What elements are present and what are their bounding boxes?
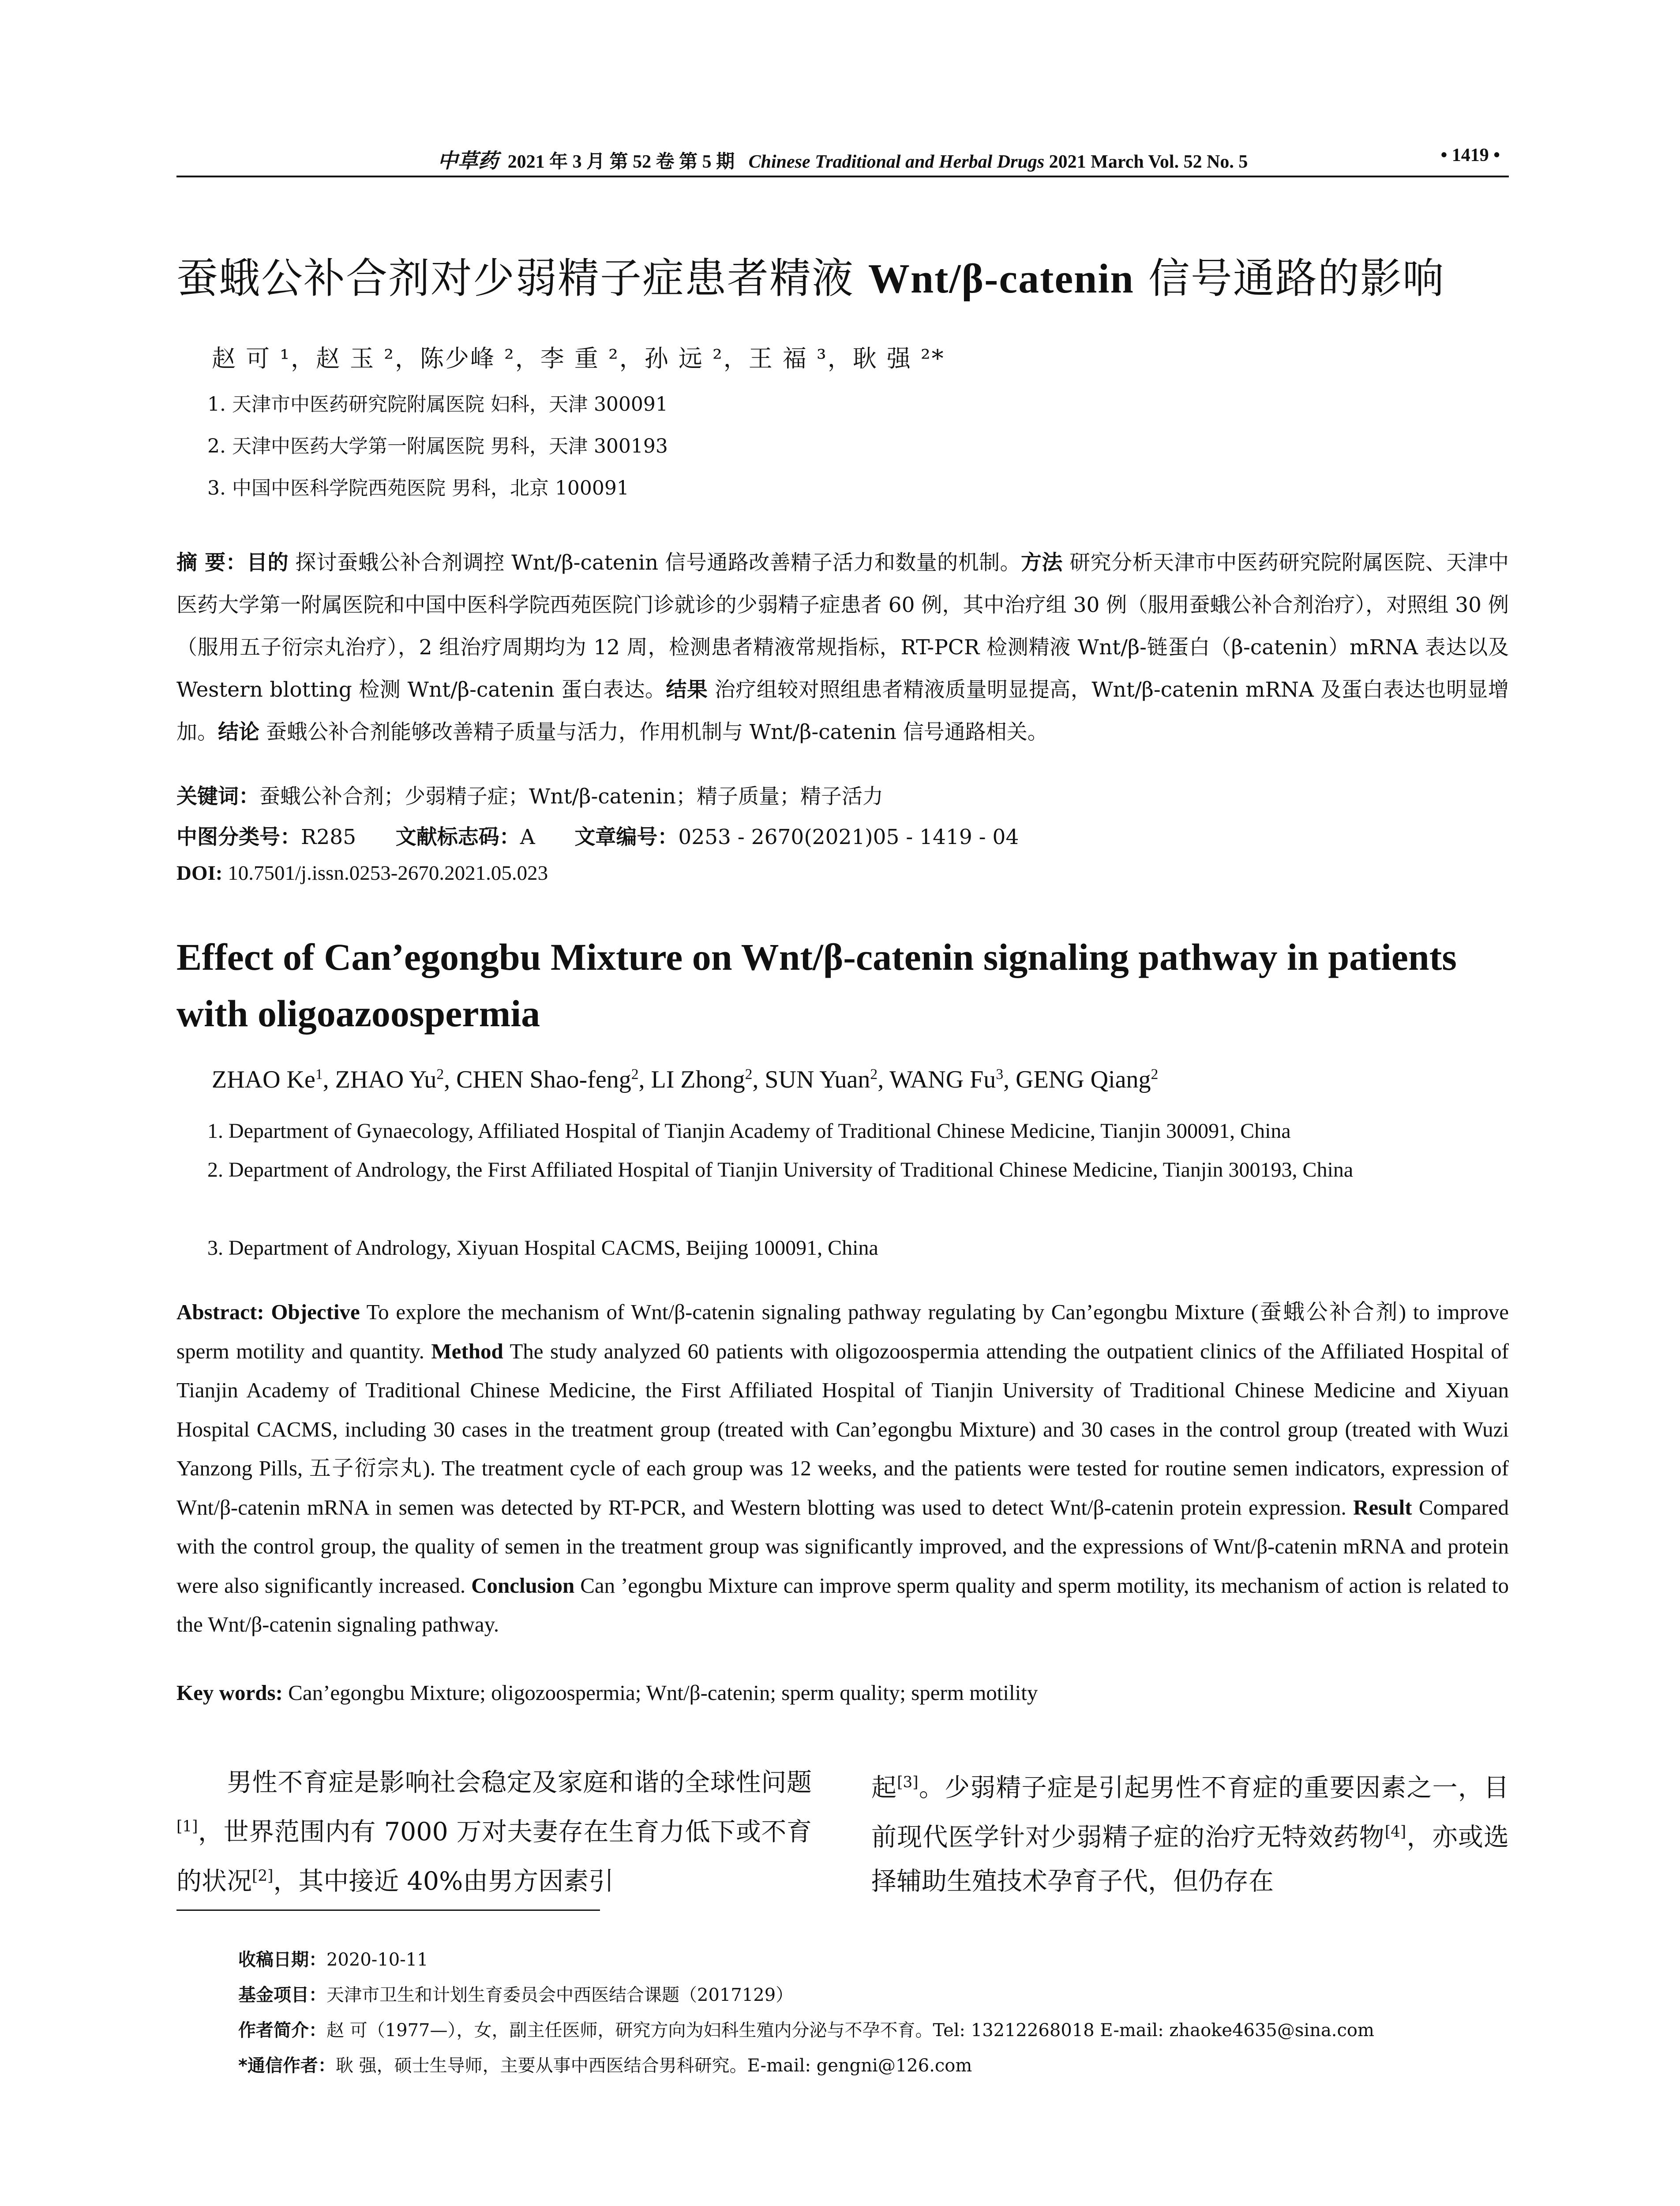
- received-label: 收稿日期：: [238, 1950, 326, 1970]
- author-en-2: , ZHAO Yu: [322, 1066, 437, 1093]
- conclusion-en-label: Conclusion: [471, 1573, 575, 1598]
- abstract-en-label: Abstract:: [176, 1300, 264, 1324]
- author-en-5: , SUN Yuan: [752, 1066, 870, 1093]
- title-cn-part3: 信号通路的影响: [1134, 255, 1445, 303]
- article-title-en: Effect of Can’egongbu Mixture on Wnt/β-catenin signaling pathway in patients with oligoazoospermia: [176, 936, 1457, 1035]
- conclusion-en: Can ’egongbu Mixture can improve sperm quality and sperm motility, its mechanism of action is related to the Wnt/β-catenin signaling pathway.: [176, 1573, 1509, 1636]
- doc-value: A: [520, 825, 535, 849]
- title-cn-part2: Wnt/β-catenin: [868, 256, 1134, 302]
- corresponding-text: 耿 强，硕士生导师，主要从事中西医结合男科研究。E-mail: gengni@126.com: [335, 2056, 972, 2076]
- fund-text: 天津市卫生和计划生育委员会中西医结合课题（2017129）: [326, 1985, 794, 2005]
- author-en-7-aff: 2: [1151, 1066, 1159, 1083]
- abstract-cn: [176, 542, 1509, 754]
- abstract-cn-label: 摘 要：: [176, 551, 247, 575]
- author-en-4: , LI Zhong: [638, 1066, 745, 1093]
- doc-label: 文献标志码：: [395, 825, 520, 849]
- author-bio-text: 赵 可（1977—），女，副主任医师，研究方向为妇科生殖内分泌与不孕不育。Tel: 13212268018 E-mail: zhaoke4635@sina.com: [326, 2020, 1374, 2041]
- author-en-3-aff: 2: [631, 1066, 639, 1083]
- method-cn: 研究分析天津市中医药研究院附属医院、天津中医药大学第一附属医院和中国中医科学院西苑医院门诊就诊的少弱精子症患者 60 例，其中治疗组 30 例（服用蚕蛾公补合剂治疗），对照组 30 例（服用五子衍宗丸治疗），2 组治疗周期均为 12 周，检测患者精液常规指标，RT-PCR 检测精液 Wnt/β-链蛋白（β-catenin）mRNA 表达以及 Western blotting 检测 Wnt/β-catenin 蛋白表达。: [176, 551, 1509, 702]
- journal-cn: 中草药: [437, 149, 499, 173]
- affiliation-cn-3: 3. 中国中医科学院西苑医院 男科，北京 100091: [207, 477, 629, 499]
- footnote-corresponding: [238, 2052, 972, 2077]
- author-en-6: , WANG Fu: [878, 1066, 996, 1093]
- keywords-en-text: Can’egongbu Mixture; oligozoospermia; Wnt/β-catenin; sperm quality; sperm motility: [282, 1681, 1038, 1705]
- result-en-label: Result: [1353, 1495, 1412, 1519]
- issue-cn: 2021 年 3 月 第 52 卷 第 5 期: [507, 152, 735, 172]
- body-left-text-1: 男性不育症是影响社会稳定及家庭和谐的全球性问题: [227, 1768, 812, 1797]
- method-cn-label: 方法: [1020, 551, 1063, 575]
- doi-value[interactable]: 10.7501/j.issn.0253-2670.2021.05.023: [222, 862, 548, 885]
- footnote-divider: [176, 1910, 600, 1911]
- author-en-1: ZHAO Ke: [212, 1066, 315, 1093]
- doi-label: DOI:: [176, 862, 223, 885]
- objective-cn-label: 目的: [247, 551, 289, 575]
- affiliation-en-3: 3. Department of Andrology, Xiyuan Hospital CACMS, Beijing 100091, China: [207, 1236, 878, 1260]
- abstract-en: [176, 1293, 1509, 1644]
- author-en-2-aff: 2: [436, 1066, 444, 1083]
- affiliation-cn-2: 2. 天津中医药大学第一附属医院 男科，天津 300193: [207, 435, 668, 458]
- author-en-1-aff: 1: [315, 1066, 323, 1083]
- footnote-received: [238, 1946, 428, 1971]
- keywords-cn-text: 蚕蛾公补合剂；少弱精子症；Wnt/β-catenin；精子质量；精子活力: [259, 784, 883, 809]
- article-title-cn: [176, 245, 1445, 304]
- classification-line: [176, 821, 1019, 850]
- keywords-cn-label: 关键词：: [176, 784, 259, 809]
- ref-2[interactable]: [2]: [252, 1867, 274, 1885]
- page-number: • 1419 •: [1440, 145, 1500, 165]
- ref-3[interactable]: [3]: [897, 1774, 919, 1791]
- running-header: [176, 140, 1509, 177]
- result-cn-label: 结果: [666, 678, 708, 702]
- body-left-text-2: ，世界范围内有 7000 万对夫妻存在生育力低下或不育的状况: [176, 1817, 812, 1896]
- ref-4[interactable]: [4]: [1384, 1823, 1406, 1841]
- fund-label: 基金项目：: [238, 1985, 326, 2005]
- article-label: 文章编号：: [574, 825, 679, 849]
- header-citation: [176, 145, 1509, 174]
- body-right-text-2: 。少弱精子症是引起男性不育症的重要因素之一，目前现代医学针对少弱精子症的治疗无特效药物: [871, 1773, 1509, 1852]
- body-left-column: [176, 1760, 812, 1903]
- keywords-en-label: Key words:: [176, 1681, 283, 1705]
- keywords-en: [176, 1680, 1509, 1705]
- received-date: 2020-10-11: [326, 1950, 428, 1970]
- objective-cn: 探讨蚕蛾公补合剂调控 Wnt/β-catenin 信号通路改善精子活力和数量的机制。: [289, 551, 1021, 575]
- body-right-column: [871, 1760, 1509, 1903]
- affiliation-en-2: 2. Department of Andrology, the First Affiliated Hospital of Tianjin University of Traditional Chinese Medicine, Tianjin 300193, China: [207, 1158, 1354, 1182]
- objective-en: To explore the mechanism of Wnt/β-catenin signaling pathway regulating by Can’egongbu Mixture (蚕蛾公补合剂) to improve sperm motility and quantity.: [176, 1300, 1509, 1363]
- authors-cn: 赵 可 ¹，赵 玉 ²，陈少峰 ²，李 重 ²，孙 远 ²，王 福 ³，耿 强 ²*: [212, 345, 945, 372]
- authors-en: [212, 1065, 1158, 1094]
- affiliation-en-1: 1. Department of Gynaecology, Affiliated Hospital of Tianjin Academy of Traditional Chinese Medicine, Tianjin 300091, China: [207, 1119, 1291, 1143]
- clc-label: 中图分类号：: [176, 825, 301, 849]
- body-left-text-3: ，其中接近 40%由男方因素引: [273, 1867, 614, 1896]
- author-en-3: , CHEN Shao-feng: [444, 1066, 631, 1093]
- method-en-label: Method: [431, 1339, 503, 1363]
- method-en: The study analyzed 60 patients with oligozoospermia attending the outpatient clinics of the Affiliated Hospital of Tianjin Academy of Traditional Chinese Medicine, the First Affiliated Hospital of Tianjin University of Traditional Chinese Medicine and Xiyuan Hospital CACMS, including 30 cases in the treatment group (treated with Can’egongbu Mixture) and 30 cases in the control group (treated with Wuzi Yanzong Pills, 五子衍宗丸). The treatment cycle of each group was 12 weeks, and the patients were tested for routine semen indicators, expression of Wnt/β-catenin mRNA in semen was detected by RT-PCR, and Western blotting was used to detect Wnt/β-catenin protein expression.: [176, 1339, 1509, 1519]
- clc-value: R285: [301, 825, 356, 849]
- footnote-fund: [238, 1981, 793, 2006]
- body-right-text-3: ，亦或选择辅助生殖技术孕育子代，但仍存在: [871, 1823, 1509, 1896]
- author-bio-label: 作者简介：: [238, 2020, 326, 2041]
- result-en: Compared with the control group, the quality of semen in the treatment group was significantly improved, and the expressions of Wnt/β-catenin mRNA and protein were also significantly increased.: [176, 1495, 1509, 1598]
- issue-en: 2021 March Vol. 52 No. 5: [1049, 152, 1248, 172]
- title-cn-part1: 蚕蛾公补合剂对少弱精子症患者精液: [176, 255, 868, 303]
- footnote-author: [238, 2016, 1374, 2041]
- author-en-4-aff: 2: [745, 1066, 753, 1083]
- ref-1[interactable]: [1]: [176, 1818, 198, 1835]
- author-en-7: , GENG Qiang: [1003, 1066, 1151, 1093]
- author-en-6-aff: 3: [996, 1066, 1004, 1083]
- result-cn: 治疗组较对照组患者精液质量明显提高，Wnt/β-catenin mRNA 及蛋白表达也明显增加。: [176, 678, 1509, 744]
- doi-line: [176, 861, 548, 885]
- affiliation-cn-1: 1. 天津市中医药研究院附属医院 妇科，天津 300091: [207, 393, 668, 416]
- author-en-5-aff: 2: [870, 1066, 878, 1083]
- conclusion-cn-label: 结论: [218, 720, 259, 744]
- corresponding-label: *通信作者：: [238, 2056, 336, 2076]
- body-right-text-1: 起: [871, 1773, 897, 1802]
- conclusion-cn: 蚕蛾公补合剂能够改善精子质量与活力，作用机制与 Wnt/β-catenin 信号通路相关。: [259, 720, 1048, 744]
- objective-en-label: Objective: [271, 1300, 360, 1324]
- journal-en: Chinese Traditional and Herbal Drugs: [748, 152, 1045, 172]
- keywords-cn: [176, 780, 883, 810]
- article-value: 0253 - 2670(2021)05 - 1419 - 04: [678, 825, 1019, 849]
